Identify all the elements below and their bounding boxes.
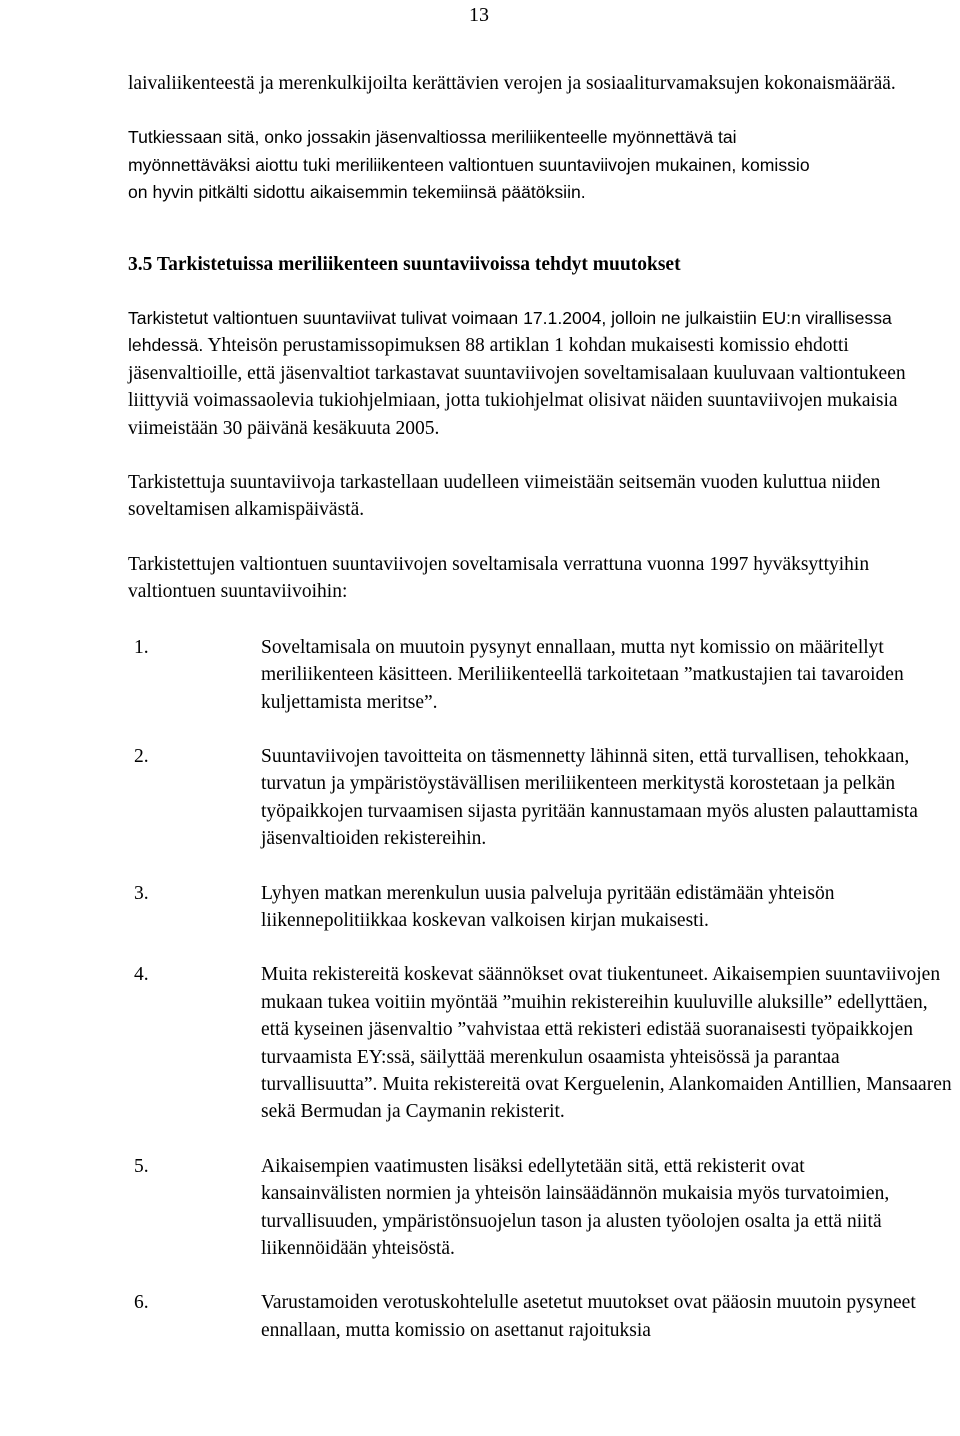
page-number: 13 xyxy=(469,4,489,26)
list-item xyxy=(128,634,956,716)
list-item-text: Aikaisempien vaatimusten lisäksi edellytetään sitä, että rekisterit ovat kansainvälisten normien ja yhteisön lainsäädännön mukaisia myös turvatoimien, turvallisuuden, ympäristönsuojelun tason ja alusten työolojen osalta ja että niitä liikennöidään yhteisöstä. xyxy=(261,1155,890,1259)
paragraph-scope-comparison: Tarkistettujen valtiontuen suuntaviivojen soveltamisala verrattuna vuonna 1997 hyväksyttyihin valtiontuen suuntaviivoihin: xyxy=(128,553,870,603)
list-item-number: 1. xyxy=(134,636,149,658)
list-item xyxy=(128,880,956,935)
list-item-text: Lyhyen matkan merenkulun uusia palveluja pyritään edistämään yhteisön liikennepolitiikkaa koskevan valkoisen kirjan mukaisesti. xyxy=(261,882,835,931)
list-item-number: 6. xyxy=(134,1292,149,1314)
document-body xyxy=(128,70,956,1344)
paragraph-commission-decisions: Tutkiessaan sitä, onko jossakin jäsenvaltiossa meriliikenteelle myönnettävä tai myönnettäväksi aiottu tuki meriliikenteen valtiontuen suuntaviivojen mukainen, komissio on hyvin pitkälti sidottu aikaisemmin tekemiinsä päätöksiin. xyxy=(128,127,810,203)
list-item xyxy=(128,961,956,1125)
list-item-number: 2. xyxy=(134,745,149,767)
list-item-text: Suuntaviivojen tavoitteita on täsmennetty lähinnä siten, että turvallisen, tehokkaan, turvatun ja ympäristöystävällisen meriliikenteen merkitystä korostetaan ja pelkän työpaikkojen turvaamisen sijasta pyritään kannustamaan myös alusten palauttamista jäsenvaltioiden rekistereihin. xyxy=(261,745,918,850)
list-item xyxy=(128,743,956,853)
paragraph-revised-guidelines-serif: Yhteisön perustamissopimuksen 88 artiklan 1 kohdan mukaisesti komissio ehdotti jäsenvaltioille, että jäsenvaltiot tarkastavat suuntaviivojen soveltamisalaan kuuluvaan valtiontukeen liittyviä voimassaolevia tukiohjelmiaan, jotta tukiohjelmat olisivat näiden suuntaviivojen mukaisia viimeistään 30 päivänä kesäkuuta 2005. xyxy=(128,335,906,439)
list-item-text: Muita rekistereitä koskevat säännökset ovat tiukentuneet. Aikaisempien suuntaviivojen mukaan tukea voitiin myöntää ”muihin rekistereihin kuuluville aluksille” edellyttäen, että kyseinen jäsenvaltio ”vahvistaa että rekisteri edistää suoranaisesti työpaikkojen turvaamista EY:ssä, säilyttää merenkulun osaamista yhteisössä ja parantaa turvallisuutta”. Muita rekistereitä ovat Kerguelenin, Alankomaiden Antillien, Mansaaren sekä Bermudan ja Caymanin rekisterit. xyxy=(261,964,952,1123)
list-item-number: 4. xyxy=(134,964,149,986)
list-item xyxy=(128,1289,956,1344)
paragraph-continuation: laivaliikenteestä ja merenkulkijoilta kerättävien verojen ja sosiaaliturvamaksujen kokonaismäärää. xyxy=(128,73,896,94)
list-item xyxy=(128,1153,956,1263)
changes-list xyxy=(128,634,956,1345)
paragraph-revised-guidelines-sans: Tarkistetut valtiontuen suuntaviivat tulivat voimaan 17.1.2004, jolloin ne julkaistiin EU:n virallisessa lehdessä. xyxy=(128,308,892,356)
section-heading: 3.5 Tarkistetuissa meriliikenteen suuntaviivoissa tehdyt muutokset xyxy=(128,253,681,275)
list-item-text: Soveltamisala on muutoin pysynyt ennallaan, mutta nyt komissio on määritellyt meriliikenteen käsitteen. Meriliikenteellä tarkoitetaan ”matkustajien tai tavaroiden kuljettamista meritse”. xyxy=(261,636,904,713)
list-item-number: 5. xyxy=(134,1155,149,1177)
paragraph-review: Tarkistettuja suuntaviivoja tarkastellaan uudelleen viimeistään seitsemän vuoden kuluttua niiden soveltamisen alkamispäivästä. xyxy=(128,472,881,521)
list-item-text: Varustamoiden verotuskohtelulle asetetut muutokset ovat pääosin muutoin pysyneet ennallaan, mutta komissio on asettanut rajoituksia xyxy=(261,1292,916,1341)
list-item-number: 3. xyxy=(134,882,149,904)
paragraph-revised-guidelines xyxy=(128,305,956,442)
